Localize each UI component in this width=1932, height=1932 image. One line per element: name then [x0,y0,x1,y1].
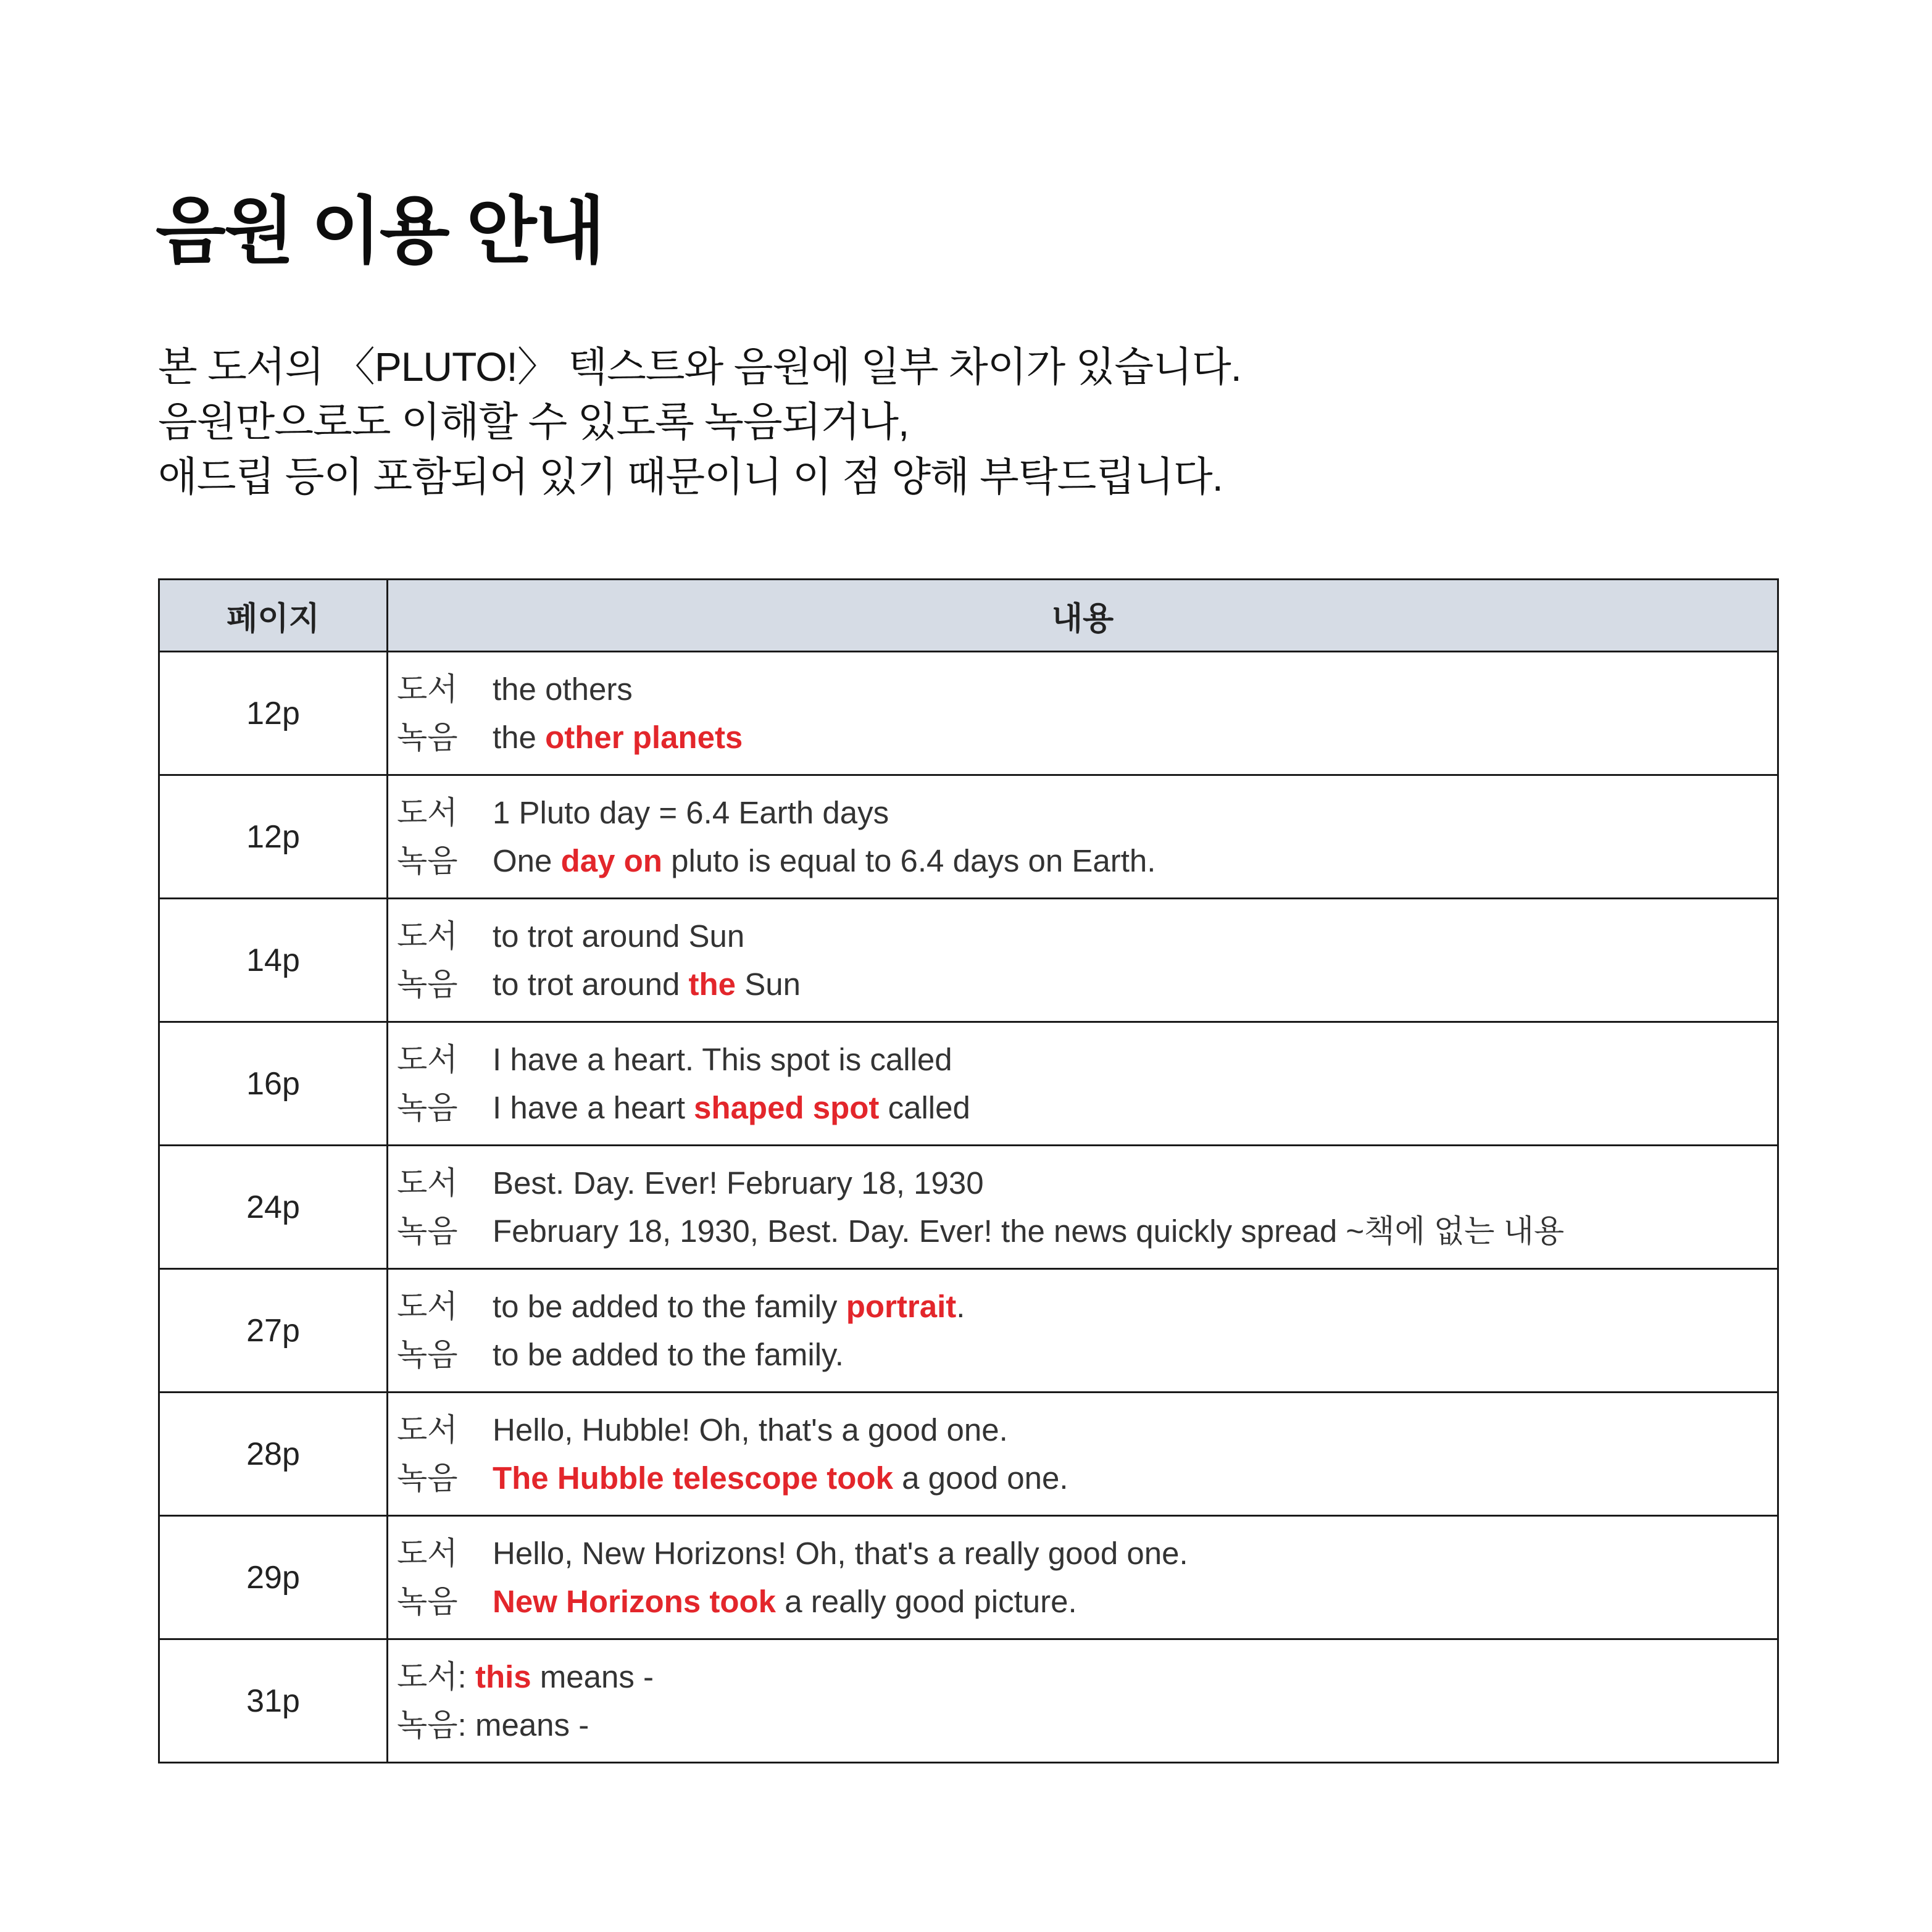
table-row [160,774,1777,897]
text-segment: the [493,719,546,755]
text-segment: other planets [545,719,743,755]
line-text [493,918,744,954]
text-segment: Hello, Hubble! Oh, that's a good one. [493,1412,1008,1447]
page-cell: 29p [160,1517,388,1638]
text-segment: means - [531,1659,654,1694]
recording-line [388,1331,1777,1379]
book-line [388,912,1777,960]
text-segment: Sun [736,966,801,1002]
line-text [493,967,801,1002]
recording-line [388,1084,1777,1132]
page-cell: 12p [160,652,388,774]
line-label: 녹음 [397,1213,458,1249]
recording-line [388,1454,1777,1502]
recording-line [388,960,1777,1009]
header-cell-page: 페이지 [160,580,388,651]
text-segment: to be added to the family [493,1288,846,1324]
text-segment: the others [493,671,633,707]
line-text [493,795,889,830]
line-label: 도서 [397,1165,458,1201]
content-cell [388,899,1777,1021]
recording-line [388,1578,1777,1626]
line-label: 도서 [397,918,458,954]
line-text [493,1412,1008,1447]
page-cell: 12p [160,776,388,897]
line-label: 녹음 [397,1336,458,1372]
book-line [388,789,1777,837]
book-line [388,1036,1777,1084]
text-segment: this [475,1659,531,1694]
text-segment: day on [560,843,662,878]
recording-line [388,714,1777,762]
content-cell [388,776,1777,897]
line-text [493,720,743,755]
table-row [160,1021,1777,1144]
content-cell [388,1023,1777,1144]
page-cell: 14p [160,899,388,1021]
text-segment: One [493,843,561,878]
line-text [475,1707,589,1743]
header-cell-content: 내용 [1051,601,1114,637]
intro-paragraph [158,339,1775,504]
page-cell: 24p [160,1146,388,1268]
line-label: 녹음 [397,1089,458,1125]
table-row [160,1391,1777,1515]
text-segment: called [879,1089,970,1125]
book-line [388,1283,1777,1331]
line-label: 도서 [397,671,458,707]
table-row [160,1638,1777,1762]
table-header [160,580,1777,651]
book-line [388,1406,1777,1454]
table-row [160,1268,1777,1391]
page-cell: 16p [160,1023,388,1144]
content-cell [388,1146,1777,1268]
table-row [160,651,1777,774]
text-segment: portrait [846,1288,957,1324]
line-label: 도서 [397,1412,458,1447]
line-label: 도서 [397,1535,458,1571]
intro-line: 음원만으로도 이해할 수 있도록 녹음되거나, [158,399,909,444]
text-segment: means - [475,1707,589,1743]
line-text [493,843,1155,878]
page-title: 음원 이용 안내 [156,191,604,272]
line-text [493,1337,844,1372]
line-text [493,1090,970,1125]
line-text [493,1165,984,1201]
recording-line [388,1207,1777,1255]
text-segment: to be added to the family. [493,1336,844,1372]
table-row [160,897,1777,1021]
line-label: 녹음 [397,1460,458,1496]
recording-line [388,1701,1777,1749]
content-cell [388,652,1777,774]
line-text [475,1659,654,1694]
line-label: 도서 [397,794,458,830]
text-segment: a good one. [893,1460,1068,1496]
book-line [388,1530,1777,1578]
line-label: 녹음 [397,966,458,1002]
book-line [388,665,1777,714]
content-cell [388,1270,1777,1391]
line-label: 녹음 [397,843,458,878]
difference-table [158,578,1779,1763]
page-cell: 31p [160,1640,388,1762]
table-row [160,1515,1777,1638]
line-label: 도서 [397,1041,458,1077]
line-text [493,1042,952,1077]
text-segment: Hello, New Horizons! Oh, that's a really good one. [493,1535,1188,1571]
page-cell: 28p [160,1393,388,1515]
table-row [160,1144,1777,1268]
content-cell [388,1517,1777,1638]
text-segment: February 18, 1930, Best. Day. Ever! the news quickly spread ~책에 없는 내용 [493,1213,1565,1249]
line-label: 녹음: [397,1707,467,1743]
line-text [493,672,633,707]
line-label: 도서 [397,1288,458,1324]
intro-line: 애드립 등이 포함되어 있기 때문이니 이 점 양해 부탁드립니다. [158,454,1223,499]
text-segment: 1 Pluto day = 6.4 Earth days [493,794,889,830]
text-segment: a really good picture. [776,1583,1077,1619]
content-cell [388,1640,1777,1762]
text-segment: pluto is equal to 6.4 days on Earth. [662,843,1156,878]
line-label: 녹음 [397,719,458,755]
line-label: 도서: [397,1659,467,1694]
book-line [388,1159,1777,1207]
line-text [493,1536,1188,1571]
line-label: 녹음 [397,1583,458,1619]
text-segment: the [688,966,736,1002]
book-line [388,1653,1777,1701]
recording-line [388,837,1777,885]
line-text [493,1584,1077,1619]
text-segment: shaped spot [694,1089,880,1125]
line-text [493,1460,1068,1496]
text-segment: I have a heart [493,1089,694,1125]
text-segment: New Horizons took [493,1583,777,1619]
text-segment: to trot around [493,966,689,1002]
text-segment: . [956,1288,965,1324]
page-cell: 27p [160,1270,388,1391]
line-text [493,1214,1564,1249]
intro-line: 본 도서의 〈PLUTO!〉 텍스트와 음원에 일부 차이가 있습니다. [158,344,1242,389]
text-segment: Best. Day. Ever! February 18, 1930 [493,1165,984,1201]
text-segment: The Hubble telescope took [493,1460,893,1496]
line-text [493,1289,965,1324]
text-segment: I have a heart. This spot is called [493,1041,952,1077]
content-cell [388,1393,1777,1515]
text-segment: to trot around Sun [493,918,745,954]
